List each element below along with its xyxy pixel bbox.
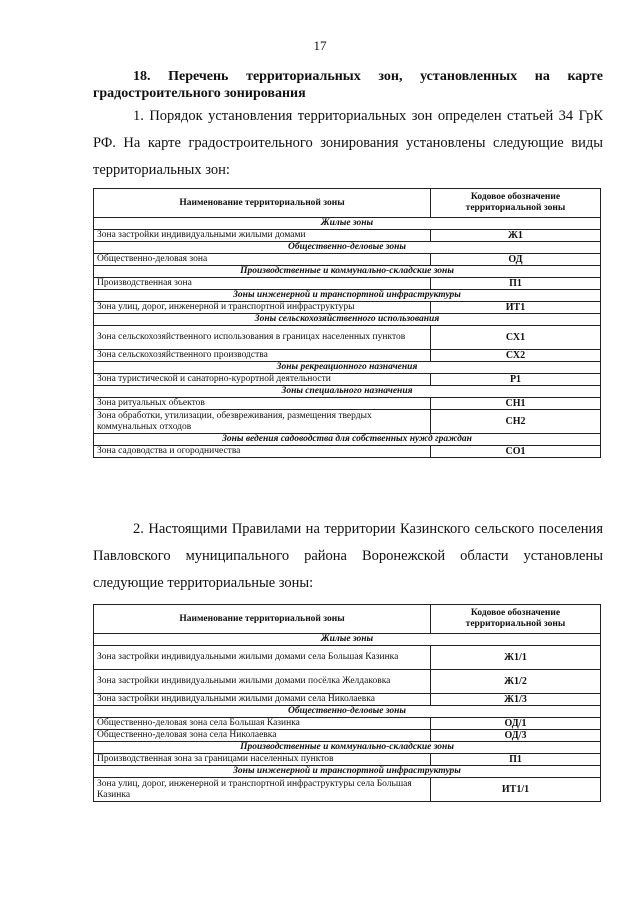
zone-name: Общественно-деловая зона села Николаевка <box>94 730 431 742</box>
paragraph-1: 1. Порядок установления территориальных зон определен статьей 34 ГрК РФ. На карте градостроительного зонирования установлены следующие виды территориальных зон: <box>93 108 603 178</box>
table-row <box>94 778 601 802</box>
table-header-row <box>94 605 601 634</box>
table-row <box>94 694 601 706</box>
header-zone-name: Наименование территориальной зоны <box>94 189 431 218</box>
zone-code: ОД/1 <box>431 718 601 730</box>
zone-name: Зона улиц, дорог, инженерной и транспортной инфраструктуры <box>94 302 431 314</box>
section-title: Жилые зоны <box>94 634 601 646</box>
section-row <box>94 766 601 778</box>
table-row <box>94 754 601 766</box>
zone-code: П1 <box>431 278 601 290</box>
zone-code: Ж1 <box>431 230 601 242</box>
table-row <box>94 718 601 730</box>
zone-name: Производственная зона <box>94 278 431 290</box>
table-row <box>94 670 601 694</box>
zone-code: ИТ1 <box>431 302 601 314</box>
zone-code: Ж1/1 <box>431 646 601 670</box>
section-title: Зоны специального назначения <box>94 386 601 398</box>
section-row <box>94 742 601 754</box>
section-title: Зоны сельскохозяйственного использования <box>94 314 601 326</box>
zone-name: Зона застройки индивидуальными жилыми домами села Николаевка <box>94 694 431 706</box>
zone-code: СН1 <box>431 398 601 410</box>
section-row <box>94 218 601 230</box>
zone-name: Зона застройки индивидуальными жилыми домами села Большая Казинка <box>94 646 431 670</box>
zone-name: Зона обработки, утилизации, обезвреживания, размещения твердых коммунальных отходов <box>94 410 431 434</box>
section-title: Общественно-деловые зоны <box>94 706 601 718</box>
zone-code: СХ2 <box>431 350 601 362</box>
table-header-row <box>94 189 601 218</box>
table-row <box>94 254 601 266</box>
zone-name: Зона сельскохозяйственного использования в границах населенных пунктов <box>94 326 431 350</box>
zone-code: ОД <box>431 254 601 266</box>
zones-table-body <box>94 634 601 802</box>
section-row <box>94 266 601 278</box>
zone-name: Зона застройки индивидуальными жилыми домами <box>94 230 431 242</box>
section-row <box>94 314 601 326</box>
table-row <box>94 350 601 362</box>
section-title: Зоны инженерной и транспортной инфраструктуры <box>94 290 601 302</box>
paragraph-2: 2. Настоящими Правилами на территории Казинского сельского поселения Павловского муниципального района Воронежской области установлены следующие территориальные зоны: <box>93 521 603 591</box>
zone-code: ОД/3 <box>431 730 601 742</box>
zones-table-general <box>93 188 601 458</box>
zone-name: Зона улиц, дорог, инженерной и транспортной инфраструктуры села Большая Казинка <box>94 778 431 802</box>
zones-table-body <box>94 218 601 458</box>
section-row <box>94 290 601 302</box>
section-title: Производственные и коммунально-складские зоны <box>94 266 601 278</box>
zone-name: Зона туристической и санаторно-курортной деятельности <box>94 374 431 386</box>
table-row <box>94 398 601 410</box>
header-zone-code: Кодовое обозначение территориальной зоны <box>431 605 601 634</box>
section-row <box>94 386 601 398</box>
zone-code: СХ1 <box>431 326 601 350</box>
table-row <box>94 730 601 742</box>
table-row <box>94 278 601 290</box>
zone-name: Зона садоводства и огородничества <box>94 446 431 458</box>
section-heading: 18. Перечень территориальных зон, установленных на карте градостроительного зонирования <box>93 69 603 101</box>
zone-name: Общественно-деловая зона села Большая Казинка <box>94 718 431 730</box>
table-row <box>94 326 601 350</box>
section-title: Общественно-деловые зоны <box>94 242 601 254</box>
zone-name: Производственная зона за границами населенных пунктов <box>94 754 431 766</box>
zone-code: СО1 <box>431 446 601 458</box>
section-title: Производственные и коммунально-складские зоны <box>94 742 601 754</box>
section-row <box>94 242 601 254</box>
section-title: Зоны рекреационного назначения <box>94 362 601 374</box>
zone-code: СН2 <box>431 410 601 434</box>
zone-name: Зона сельскохозяйственного производства <box>94 350 431 362</box>
zone-name: Зона застройки индивидуальными жилыми домами посёлка Желдаковка <box>94 670 431 694</box>
section-title: Зоны ведения садоводства для собственных нужд граждан <box>94 434 601 446</box>
zone-code: Ж1/2 <box>431 670 601 694</box>
zones-table-settlement <box>93 604 601 802</box>
table-row <box>94 302 601 314</box>
header-zone-code: Кодовое обозначение территориальной зоны <box>431 189 601 218</box>
section-row <box>94 434 601 446</box>
section-row <box>94 634 601 646</box>
table-row <box>94 646 601 670</box>
zone-code: Ж1/3 <box>431 694 601 706</box>
zone-code: П1 <box>431 754 601 766</box>
section-row <box>94 362 601 374</box>
table-row <box>94 446 601 458</box>
section-title: Зоны инженерной и транспортной инфраструктуры <box>94 766 601 778</box>
section-row <box>94 706 601 718</box>
zone-code: ИТ1/1 <box>431 778 601 802</box>
header-zone-name: Наименование территориальной зоны <box>94 605 431 634</box>
table-row <box>94 374 601 386</box>
zone-name: Зона ритуальных объектов <box>94 398 431 410</box>
zone-code: Р1 <box>431 374 601 386</box>
section-title: Жилые зоны <box>94 218 601 230</box>
page-number: 17 <box>313 38 327 53</box>
table-row <box>94 410 601 434</box>
table-row <box>94 230 601 242</box>
zone-name: Общественно-деловая зона <box>94 254 431 266</box>
